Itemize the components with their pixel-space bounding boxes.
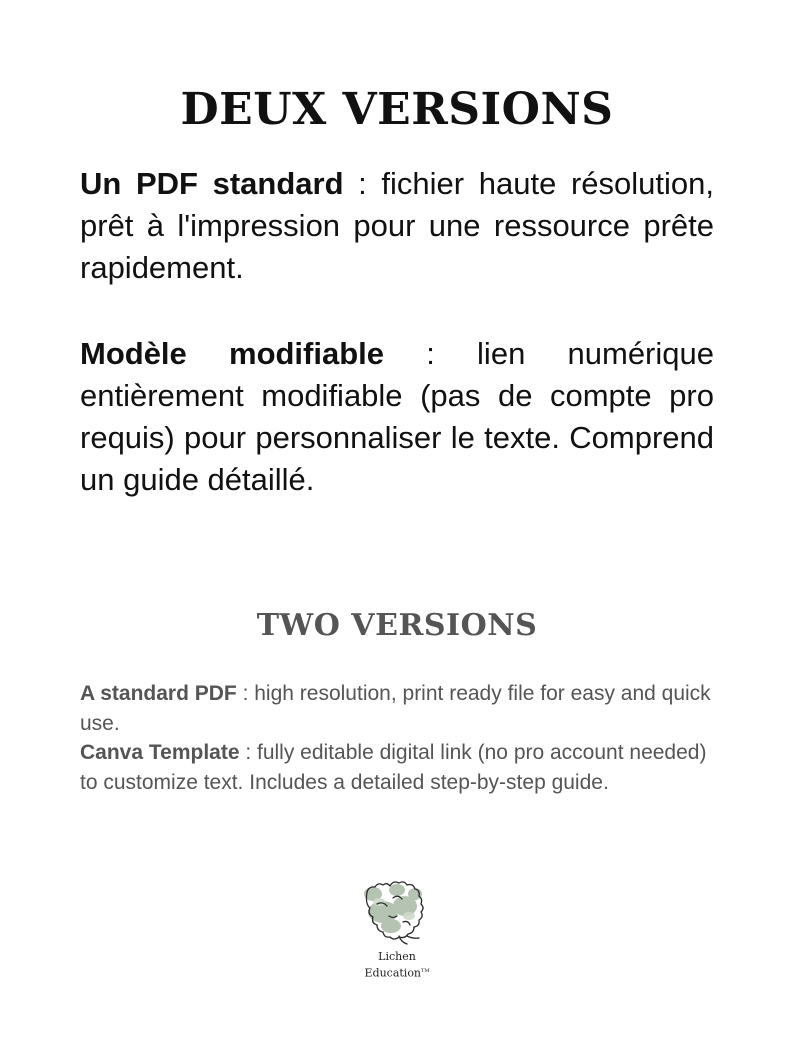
english-template-text: : fully editable digital link (no pro account needed) to customize text. Includes a detailed step-by-step guide. (80, 741, 707, 794)
french-pdf-text: : fichier haute résolution, prêt à l'impression pour une ressource prête rapidement. (80, 166, 715, 285)
french-template-paragraph (80, 333, 714, 501)
english-template-label: Canva Template (80, 741, 240, 764)
french-template-label: Modèle modifiable (80, 336, 385, 371)
french-title: DEUX VERSIONS (180, 84, 614, 135)
french-template-text: : lien numérique entièrement modifiable (pas de compte pro requis) pour personnaliser le texte. Comprend un guide détaillé. (80, 336, 714, 497)
brand-name (354, 950, 440, 981)
english-title: TWO VERSIONS (256, 608, 538, 643)
brand-name-line2: Education™ (364, 966, 430, 980)
brand-logo (354, 872, 440, 981)
english-template-paragraph (80, 738, 720, 797)
english-pdf-paragraph (80, 679, 720, 738)
french-pdf-paragraph (80, 163, 714, 289)
trademark-mark: TM (421, 968, 430, 974)
lichen-icon (359, 872, 435, 948)
french-pdf-label: Un PDF standard (80, 166, 344, 201)
english-pdf-label: A standard PDF (80, 682, 237, 705)
brand-name-line1: Lichen (378, 950, 416, 963)
english-pdf-text: : high resolution, print ready file for easy and quick use. (80, 682, 711, 735)
